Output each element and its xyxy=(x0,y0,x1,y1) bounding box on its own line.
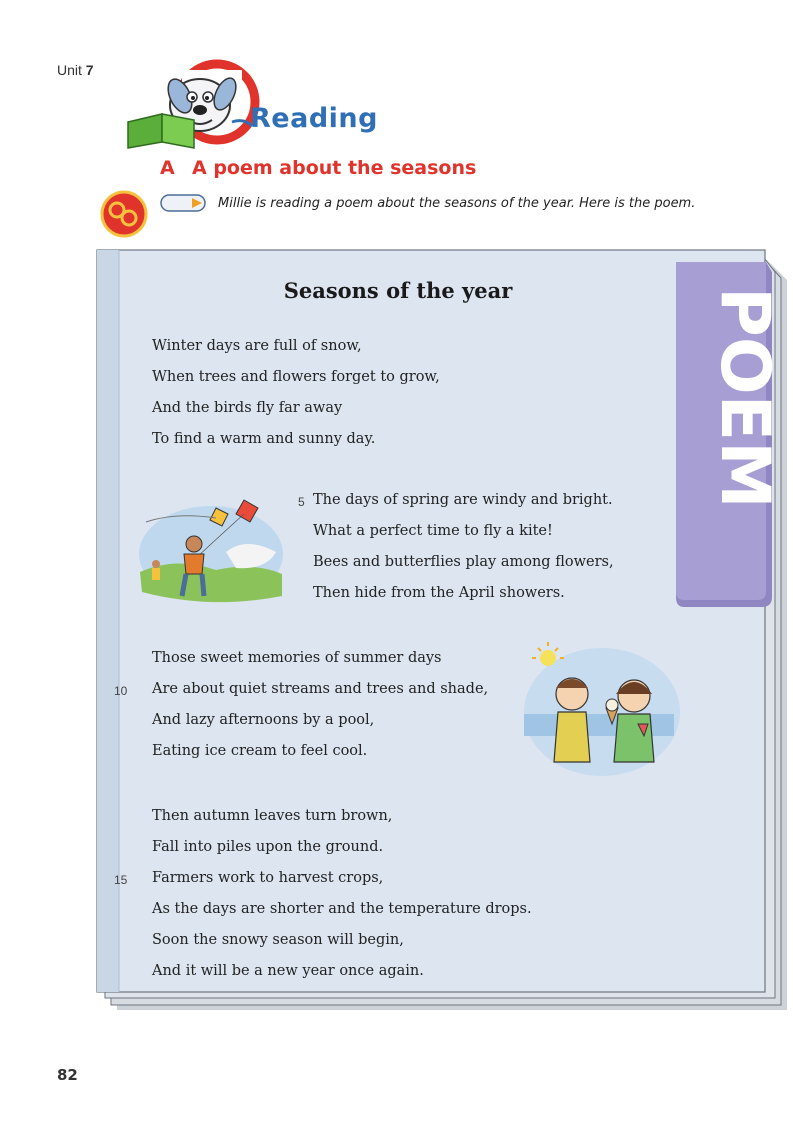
poem-line: Those sweet memories of summer days xyxy=(152,650,442,666)
poem-line: Bees and butterflies play among flowers, xyxy=(313,554,614,570)
audio-cd-icon xyxy=(100,190,148,238)
page-number: 82 xyxy=(57,1066,78,1084)
intro-text: Millie is reading a poem about the seasons of the year. Here is the poem. xyxy=(218,196,696,211)
poem-line: To find a warm and sunny day. xyxy=(152,431,376,447)
unit-label xyxy=(57,62,94,78)
poem-line: Then autumn leaves turn brown, xyxy=(152,808,393,824)
poem-line: And lazy afternoons by a pool, xyxy=(152,712,375,728)
poem-line: What a perfect time to fly a kite! xyxy=(313,523,553,539)
line-number: 10 xyxy=(114,684,128,698)
poem-line: The days of spring are windy and bright. xyxy=(313,492,613,508)
poem-line: Winter days are full of snow, xyxy=(152,338,362,354)
kite-boy-illustration xyxy=(136,492,286,604)
section-title: A poem about the seasons xyxy=(192,157,477,179)
poem-line: Are about quiet streams and trees and shade, xyxy=(152,681,489,697)
poem-title: Seasons of the year xyxy=(283,278,513,303)
line-number: 15 xyxy=(114,873,128,887)
line-number: 5 xyxy=(298,495,305,509)
poem-line: As the days are shorter and the temperature drops. xyxy=(152,901,532,917)
poem-line: When trees and flowers forget to grow, xyxy=(152,369,440,385)
poem-line: Farmers work to harvest crops, xyxy=(152,870,384,886)
poem-line: And the birds fly far away xyxy=(152,400,343,416)
unit-number: 7 xyxy=(85,62,94,78)
poem-line: Eating ice cream to feel cool. xyxy=(152,743,368,759)
summer-girls-illustration xyxy=(510,636,682,778)
poem-line: Fall into piles upon the ground. xyxy=(152,839,384,855)
poem-tab-text: POEM xyxy=(705,287,784,509)
play-icon[interactable] xyxy=(160,194,206,212)
poem-line: And it will be a new year once again. xyxy=(152,963,424,979)
poem-line: Soon the snowy season will begin, xyxy=(152,932,404,948)
section-letter: A xyxy=(160,157,175,179)
poem-line: Then hide from the April showers. xyxy=(313,585,565,601)
section-heading: Reading xyxy=(250,103,378,134)
unit-label-text: Unit xyxy=(57,62,82,78)
poem-tab-label xyxy=(672,262,784,607)
